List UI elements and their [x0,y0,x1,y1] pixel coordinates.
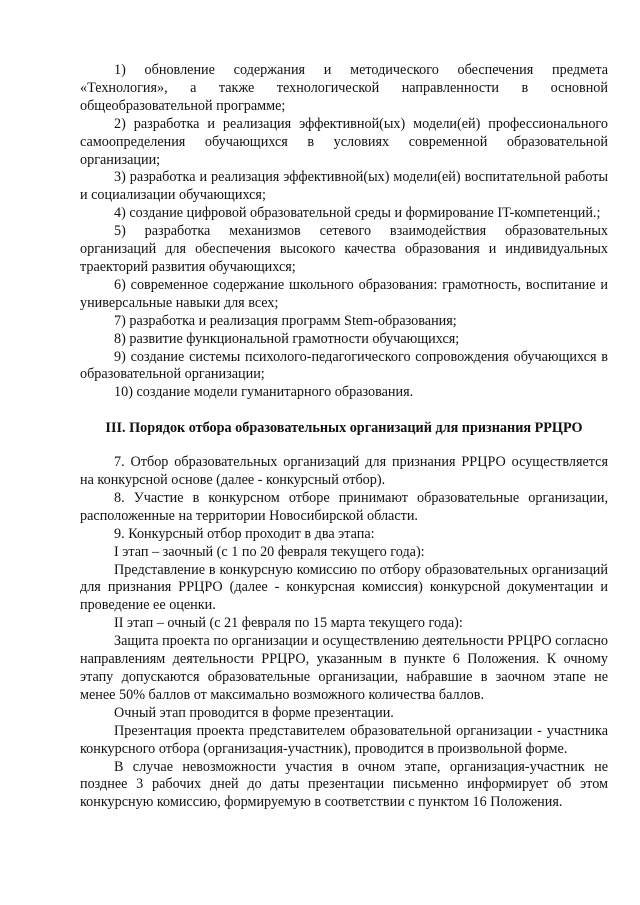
absence-notice: В случае невозможности участия в очном этапе, организация-участник не позднее 3 рабочих дней до даты презентации письменно информирует об этом конкурсную комиссию, формируемую в соответствии с пунктом 16 Положения. [80,758,608,811]
presentation-format: Очный этап проводится в форме презентации. [114,704,394,721]
paragraph-7: 7. Отбор образовательных организаций для признания РРЦРО осуществляется на конкурсной основе (далее - конкурсный отбор). [80,454,608,489]
stage-1-description: Представление в конкурсную комиссию по отбору образовательных организаций для признания РРЦРО (далее - конкурсная комиссия) конкурсной документации и проведение ее оценки. [80,561,608,614]
document-page [80,62,608,812]
list-item-8: 8) развитие функциональной грамотности обучающихся; [114,330,460,347]
section-heading: III. Порядок отбора образовательных организаций для признания РРЦРО [105,420,583,437]
paragraph-8: 8. Участие в конкурсном отборе принимают образовательные организации, расположенные на территории Новосибирской области. [80,489,608,524]
list-item-9: 9) создание системы психолого-педагогического сопровождения обучающихся в образовательной организации; [80,348,608,383]
stage-1-title: I этап – заочный (с 1 по 20 февраля текущего года): [114,543,425,560]
list-item-6: 6) современное содержание школьного образования: грамотность, воспитание и универсальные навыки для всех; [80,276,608,311]
list-item-2: 2) разработка и реализация эффективной(ых) модели(ей) профессионального самоопределения обучающихся в условиях современной образовательной организации; [80,115,608,168]
stage-2-description: Защита проекта по организации и осуществлению деятельности РРЦРО согласно направлениям деятельности РРЦРО, указанным в пункте 6 Положения. К очному этапу допускаются образовательные организации, набравшие в заочном этапе не менее 50% баллов от максимально возможного количества баллов. [80,633,608,703]
paragraph-9: 9. Конкурсный отбор проходит в два этапа: [114,525,375,542]
list-item-4: 4) создание цифровой образовательной среды и формирование IT-компетенций.; [114,205,601,222]
list-item-1: 1) обновление содержания и методического обеспечения предмета «Технология», а также технологической направленности в основной общеобразовательной программе; [80,62,608,114]
list-item-3: 3) разработка и реализация эффективной(ых) модели(ей) воспитательной работы и социализации обучающихся; [80,169,608,204]
list-item-7: 7) разработка и реализация программ Stem-образования; [114,312,457,329]
stage-2-title: II этап – очный (с 21 февраля по 15 марта текущего года): [114,615,463,632]
list-item-5: 5) разработка механизмов сетевого взаимодействия образовательных организаций для обеспечения высокого качества образования и индивидуальных траекторий развития обучающихся; [80,223,608,275]
presentation-details: Презентация проекта представителем образовательной организации - участника конкурсного отбора (организация-участник), проводится в произвольной форме. [80,722,608,757]
list-item-10: 10) создание модели гуманитарного образования. [114,384,414,401]
